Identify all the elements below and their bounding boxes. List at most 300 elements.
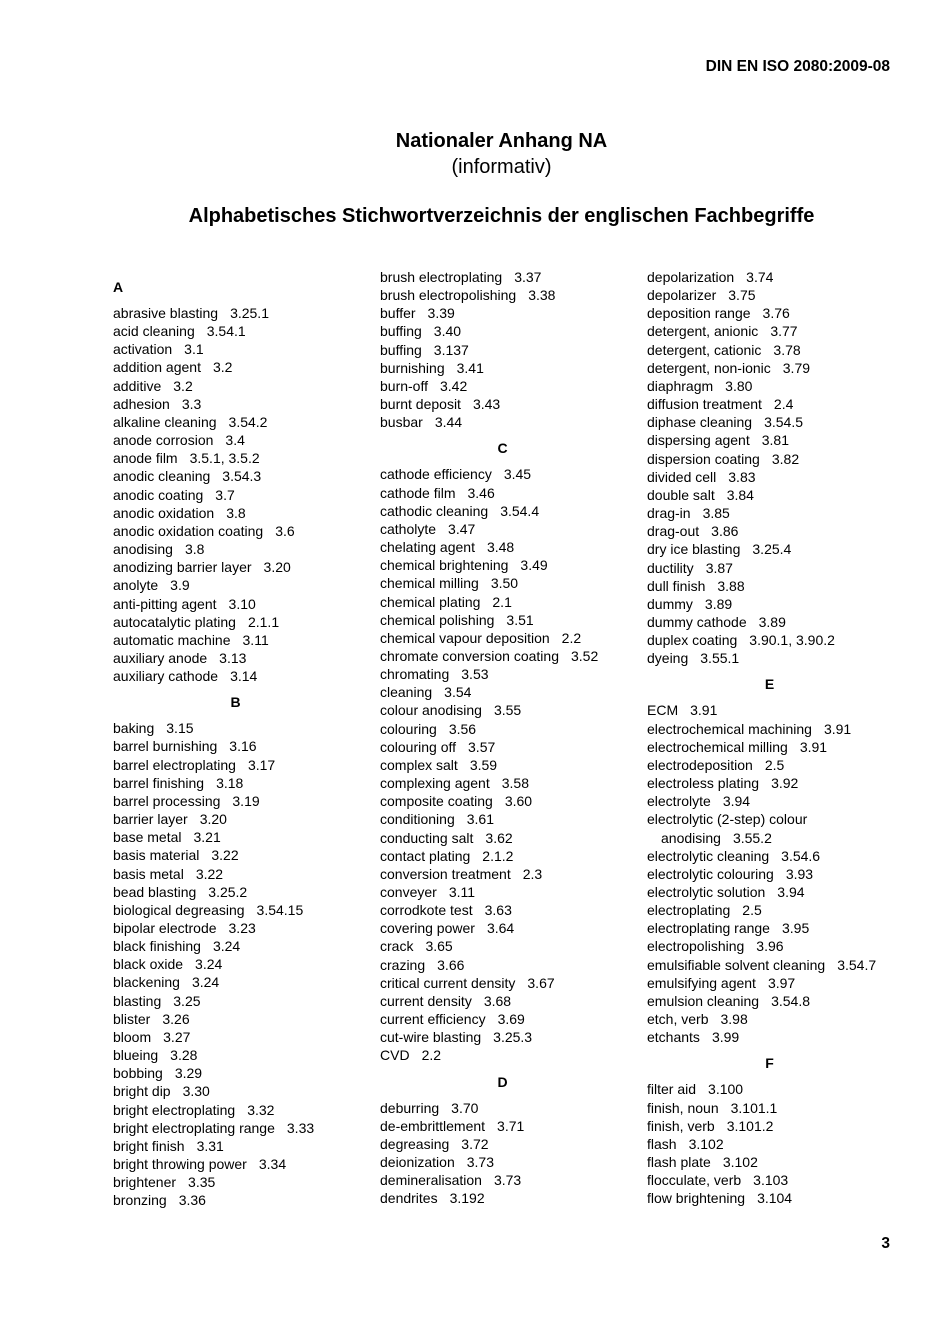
index-entry [647,359,907,377]
index-entry [380,720,635,738]
entry-reference: 3.101.2 [726,1117,774,1134]
entry-reference: 3.84 [726,486,754,503]
entry-reference: 3.72 [461,1135,489,1152]
entry-reference: 3.52 [571,647,599,664]
entry-term: covering power [380,920,475,937]
entry-term: complexing agent [380,775,490,792]
entry-reference: 3.22 [211,847,239,864]
index-entry [380,847,635,865]
entry-term: cut-wire blasting [380,1029,482,1046]
entry-term: deposition range [647,305,751,322]
entry-reference: 3.54.4 [500,502,540,519]
entry-reference: 3.62 [485,829,513,846]
index-entry [647,577,907,595]
entry-term: finish, verb [647,1117,715,1134]
entry-reference: 3.91 [690,702,718,719]
entry-reference: 3.54.5 [764,414,804,431]
entry-reference: 3.81 [761,432,789,449]
index-entry [380,665,635,683]
entry-term: conditioning [380,811,455,828]
entry-term: electrochemical milling [647,738,788,755]
entry-reference: 3.31 [196,1137,224,1154]
entry-term: bronzing [113,1192,167,1209]
entry-term: etchants [647,1029,700,1046]
entry-reference: 3.58 [501,775,529,792]
index-entry [113,828,363,846]
entry-reference: 2.1.2 [482,847,514,864]
index-entry [647,395,907,413]
index-entry [380,865,635,883]
index-entry [113,504,363,522]
index-column-1 [113,268,363,1210]
entry-term: deionization [380,1154,455,1171]
entry-term: addition agent [113,359,201,376]
index-entry [113,973,363,991]
entry-reference: 3.55.2 [732,829,772,846]
index-entry [380,792,635,810]
index-entry [113,649,363,667]
entry-reference: 3.94 [777,884,805,900]
entry-reference: 3.56 [448,720,477,737]
index-entry [113,1101,363,1119]
entry-reference: 3.85 [702,505,730,522]
index-entry [113,1119,363,1137]
index-entry [380,395,635,413]
entry-term: brush electroplating [380,269,503,285]
entry-reference: 3.19 [232,792,260,809]
entry-term: drag-in [647,505,691,522]
index-entry [380,1189,635,1207]
entry-term: barrel processing [113,792,221,809]
entry-reference: 3.88 [717,577,745,594]
index-entry [113,413,363,431]
entry-reference: 2.3 [522,865,543,882]
index-entry [113,358,363,376]
entry-term: duplex coating [647,632,738,649]
index-entry [647,540,907,558]
entry-reference: 3.82 [771,450,800,467]
index-entry [113,1046,363,1064]
entry-reference: 3.7 [215,486,235,503]
entry-reference: 3.94 [722,793,751,810]
index-entry [113,1137,363,1155]
entry-term: automatic machine [113,631,231,648]
index-entry [647,413,907,431]
index-entry [113,576,363,594]
entry-reference: 3.11 [448,884,476,900]
entry-term: biological degreasing [113,901,245,918]
entry-reference: 3.3 [181,395,202,412]
page-number: 3 [881,1235,890,1252]
entry-reference: 3.96 [756,938,784,955]
entry-term: etch, verb [647,1011,709,1028]
index-entry [647,774,907,792]
index-entry [113,737,363,755]
entry-reference: 3.46 [467,484,495,501]
entry-term: composite coating [380,793,493,810]
entry-term: anodic oxidation [113,504,215,521]
entry-term: detergent, anionic [647,323,759,340]
entry-term: deburring [380,1099,440,1116]
entry-reference: 3.21 [193,829,221,846]
entry-reference: 2.4 [773,396,794,413]
entry-reference: 3.87 [705,559,733,576]
index-entry [380,520,635,538]
index-entry [380,810,635,828]
entry-reference: 3.60 [504,793,533,810]
entry-term: busbar [380,414,423,431]
entry-reference: 3.59 [469,756,498,773]
entry-reference: 2.2 [561,629,582,646]
index-entry [647,901,907,919]
index-entry [380,413,635,431]
entry-term: conveyer [380,884,437,900]
entry-reference: 3.64 [486,920,515,937]
entry-term: alkaline cleaning [113,413,217,430]
index-entry [380,919,635,937]
entry-reference: 3.8 [184,541,205,558]
index-entry [380,1135,635,1153]
entry-reference: 3.4 [225,432,245,449]
entry-term: anti-pitting agent [113,595,217,612]
entry-reference: 3.13 [219,649,247,666]
entry-reference: 3.70 [451,1099,479,1116]
index-entry [647,701,907,719]
entry-term: bright electroplating range [113,1119,275,1136]
index-entry [113,883,363,901]
annex-title: Nationaler Anhang NA [395,130,608,152]
section-letter-b: B [230,694,241,711]
entry-term: dyeing [647,650,689,667]
entry-term: ECM [647,702,679,719]
index-entry [380,1117,635,1135]
entry-term: conducting salt [380,829,474,846]
entry-term: dendrites [380,1190,438,1207]
entry-reference: 3.18 [216,774,244,791]
entry-term: anode film [113,450,178,467]
entry-reference: 3.71 [497,1117,525,1134]
entry-term: bright electroplating [113,1101,236,1118]
entry-term: electroplating [647,902,731,919]
index-entry [380,1010,635,1028]
entry-term: anode corrosion [113,432,214,449]
entry-reference: 3.28 [170,1047,198,1064]
entry-reference: 3.67 [527,974,555,991]
index-entry [113,1064,363,1082]
entry-term: electropolishing [647,938,745,955]
entry-reference: 3.55.1 [700,650,740,667]
index-entry [113,486,363,504]
entry-reference: 3.91 [823,720,852,737]
index-entry [647,865,907,883]
index-entry [380,992,635,1010]
entry-term: depolarization [647,269,735,285]
entry-reference: 3.89 [704,595,733,612]
index-entry [647,1080,907,1098]
index-entry [113,719,363,737]
index-entry [113,522,363,540]
entry-reference: 3.38 [528,287,556,304]
index-entry [380,974,635,992]
index-entry [647,992,907,1010]
entries-f [647,1080,907,1207]
entry-reference: 3.101.1 [730,1099,778,1116]
index-entry [647,1028,907,1046]
entry-reference: 3.39 [427,305,455,322]
index-entry [113,667,363,685]
entry-term: auxiliary anode [113,649,208,666]
entry-reference: 3.42 [440,377,468,394]
index-entry [113,955,363,973]
index-entry [113,1191,363,1209]
index-entry [380,1046,635,1064]
index-entry [380,304,635,322]
entry-reference: 3.95 [781,920,810,937]
entry-term: flash plate [647,1154,711,1171]
entry-term: anodic cleaning [113,468,211,485]
entry-term: de-embrittlement [380,1117,486,1134]
entry-reference: 2.1.1 [247,613,280,630]
index-entry [647,486,907,504]
entry-reference: 3.78 [773,341,801,358]
entry-reference: 3.23 [228,920,256,936]
entry-reference: 3.11 [242,631,269,648]
index-entry [113,540,363,558]
index-entry [380,774,635,792]
index-entry [380,701,635,719]
entry-term: current efficiency [380,1011,486,1028]
index-entry [113,1028,363,1046]
index-heading: Alphabetisches Stichwortverzeichnis der englischen Fachbegriffe [188,205,815,227]
entry-term: barrel burnishing [113,738,218,755]
entry-term: electroless plating [647,775,760,792]
entry-term: barrier layer [113,811,188,828]
entry-term: anolyte [113,577,159,594]
entry-reference: 3.32 [247,1101,275,1118]
entry-reference: 3.25.4 [752,541,792,558]
entry-term: black finishing [113,938,201,955]
entry-term: acid cleaning [113,323,195,340]
entry-term: additive [113,377,162,394]
entry-reference: 3.75 [728,287,756,304]
entry-reference: 3.26 [162,1010,190,1027]
entry-term: burn-off [380,377,428,394]
entry-term: divided cell [647,468,717,485]
entry-reference: 3.6 [275,522,295,539]
entry-term: electrolyte [647,793,711,810]
index-entry [380,484,635,502]
entry-term: demineralisation [380,1172,482,1189]
entry-term: emulsifiable solvent cleaning [647,956,826,973]
entry-reference: 3.54.1 [206,323,246,340]
index-entry [113,322,363,340]
entry-term: bobbing [113,1065,163,1082]
index-entry [647,974,907,992]
entry-term: electrolytic cleaning [647,847,770,864]
entries-e-part1 [647,701,907,810]
entry-term: colouring [380,720,437,737]
entry-term: buffer [380,305,416,322]
entry-reference: 3.86 [711,523,739,540]
entry-term: cathode film [380,484,456,501]
entry-term: bead blasting [113,883,197,900]
entry-reference: 3.79 [782,359,811,376]
index-entry [380,268,635,286]
entry-term: brightener [113,1174,177,1191]
entry-term: colouring off [380,738,457,755]
entry-reference: 3.69 [497,1011,525,1028]
entry-reference: 3.2 [212,359,233,376]
entry-reference: 3.54.6 [781,847,821,864]
entry-term: electrolytic solution [647,884,766,900]
entry-reference: 3.83 [728,468,756,485]
index-entry [380,901,635,919]
entry-term: abrasive blasting [113,305,219,321]
index-entry [647,720,907,738]
entry-reference: 3.99 [711,1029,740,1046]
entry-reference: 3.98 [720,1011,748,1028]
index-entry [647,738,907,756]
entry-reference: 3.104 [757,1190,793,1207]
entry-reference: 3.54.3 [222,468,262,485]
entry-term: adhesion [113,395,170,412]
entry-term: basis metal [113,865,184,882]
entry-reference: 3.68 [483,992,512,1009]
entry-reference: 3.24 [195,956,223,973]
entry-reference: 2.5 [764,756,785,773]
entry-reference: 3.49 [520,557,548,574]
index-entry [380,1028,635,1046]
entry-reference: 3.91 [799,738,828,755]
index-entry [380,683,635,701]
entry-term: dummy cathode [647,613,747,630]
index-entry [380,502,635,520]
index-entry [380,883,635,901]
entry-term: double salt [647,486,715,503]
index-entry [113,395,363,413]
index-entry [647,1010,907,1028]
entry-reference: 3.15 [166,720,194,737]
entry-term: detergent, non-ionic [647,359,771,376]
index-entry [647,286,907,304]
entry-term: electrolytic colouring [647,865,774,882]
index-entry [113,774,363,792]
entry-reference: 3.55 [493,702,522,719]
index-entry [380,1153,635,1171]
entry-term: blasting [113,992,162,1009]
index-entry [380,465,635,483]
entry-term: chemical brightening [380,557,509,574]
section-letter-a: A [113,279,124,295]
index-entry [380,593,635,611]
entry-term: dispersing agent [647,432,750,449]
index-entry [113,901,363,919]
entry-term: catholyte [380,520,437,537]
entry-term: electrochemical machining [647,720,812,737]
entry-reference: 3.29 [174,1065,203,1082]
entry-reference: 3.17 [247,756,276,773]
entries-d [380,1099,635,1208]
section-letter-d: D [497,1073,508,1090]
entry-term: cathodic cleaning [380,502,489,519]
annex-subtitle: (informativ) [451,156,552,178]
entry-term: corrodkote test [380,902,473,919]
index-entry [647,1099,907,1117]
entry-term: baking [113,720,155,737]
entry-reference: 3.35 [188,1174,216,1191]
entry-reference: 3.51 [506,611,534,628]
entry-term: conversion treatment [380,865,511,882]
entry-reference: 3.92 [771,775,799,792]
entry-reference: 3.137 [433,341,469,358]
index-entry [647,810,907,846]
entry-reference: 3.30 [182,1083,210,1100]
entry-reference: 3.5.1, 3.5.2 [189,450,260,467]
index-entry [380,556,635,574]
entry-term: dummy [647,595,693,612]
entry-reference: 3.9 [170,577,190,594]
entry-reference: 3.63 [484,902,512,919]
entries-b [113,719,363,1209]
index-entry [113,595,363,613]
entry-reference: 3.16 [229,738,257,755]
index-entry [380,538,635,556]
index-entry [113,1173,363,1191]
index-entry [647,377,907,395]
entry-reference: 3.102 [722,1154,758,1171]
entry-reference: 3.25.3 [493,1029,533,1046]
entries-b-continued [380,268,635,431]
index-entry [647,431,907,449]
entry-term: anodic coating [113,486,204,503]
index-entry [113,467,363,485]
entry-term: blackening [113,974,180,991]
entry-reference: 2.1 [492,593,512,610]
entry-term: black oxide [113,956,184,973]
index-entry [380,629,635,647]
index-entry [647,504,907,522]
entry-reference: 3.97 [767,974,796,991]
entry-term: burnishing [380,359,445,376]
entry-reference: 3.77 [770,323,798,340]
entry-reference: 3.24 [191,974,220,991]
index-entry [647,847,907,865]
index-entry [113,937,363,955]
index-entry [113,449,363,467]
index-column-2 [380,268,635,1208]
entry-term: electrolytic (2-step) colour [647,811,808,828]
index-column-3 [647,268,907,1208]
entry-reference: 3.65 [425,938,453,955]
entry-reference: 3.33 [286,1119,315,1136]
index-entry [647,613,907,631]
entry-reference: 3.44 [434,414,463,431]
entry-term: bloom [113,1028,152,1045]
entry-term: buffing [380,323,422,340]
index-entry [647,468,907,486]
index-entry [647,919,907,937]
index-entry [113,1155,363,1173]
index-entry [113,992,363,1010]
index-entry [380,359,635,377]
entry-term: barrel finishing [113,774,205,791]
entry-term: colour anodising [380,702,482,719]
index-entry [647,1135,907,1153]
entry-term: dispersion coating [647,450,760,467]
entry-term: anodic oxidation coating [113,522,264,539]
entry-reference: 3.25.2 [208,883,248,900]
index-entry [113,865,363,883]
